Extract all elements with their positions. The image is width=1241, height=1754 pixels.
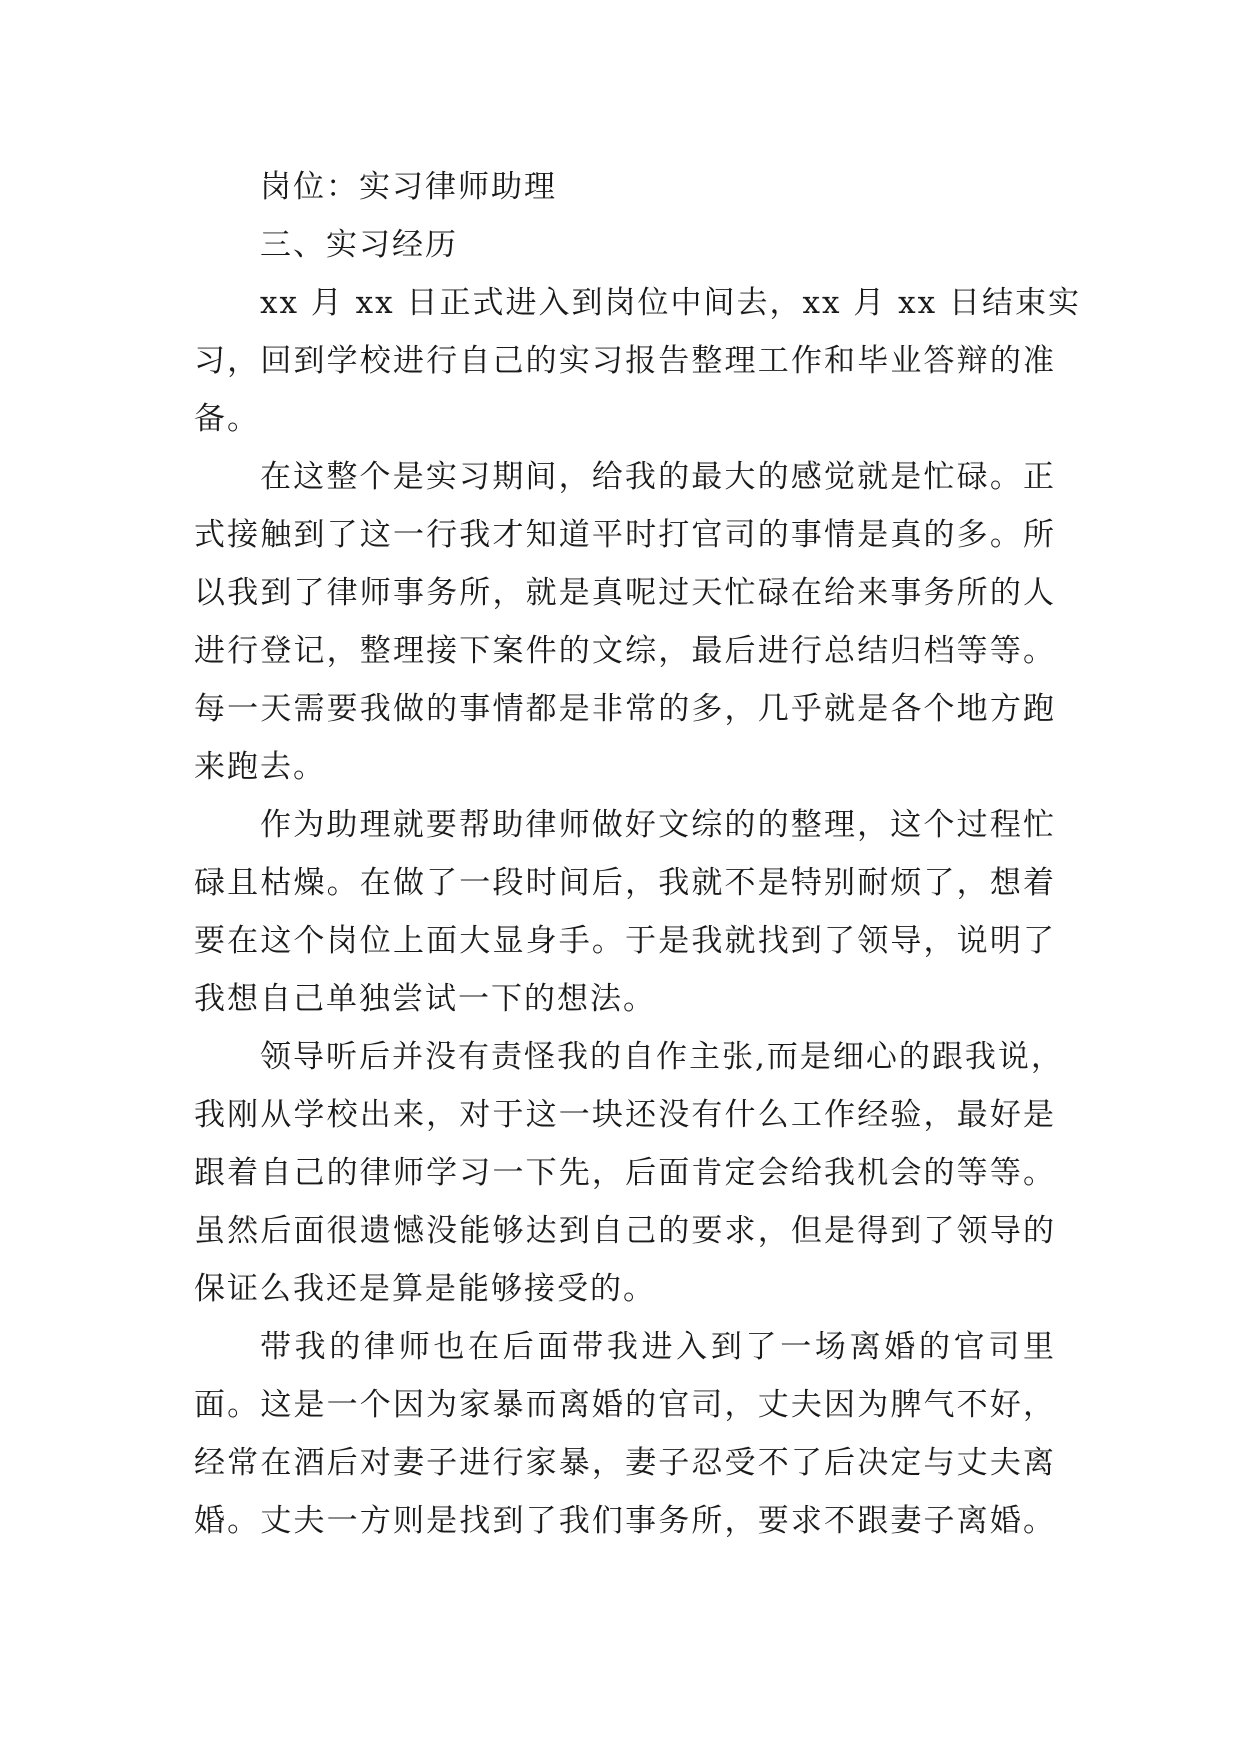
text-line: 虽然后面很遗憾没能够达到自己的要求，但是得到了领导的 [194, 1213, 1056, 1249]
document-body [194, 158, 1081, 1550]
text-line: 作为助理就要帮助律师做好文综的的整理，这个过程忙 [260, 807, 1056, 843]
text-line: 以我到了律师事务所，就是真呢过天忙碌在给来事务所的人 [194, 575, 1056, 611]
text-line: 经常在酒后对妻子进行家暴，妻子忍受不了后决定与丈夫离 [194, 1445, 1056, 1481]
text-line: 领导听后并没有责怪我的自作主张,而是细心的跟我说， [260, 1039, 1064, 1075]
text-line: 跟着自己的律师学习一下先，后面肯定会给我机会的等等。 [194, 1155, 1056, 1191]
position-line: 岗位：实习律师助理 [260, 169, 557, 205]
text-line: 婚。丈夫一方则是找到了我们事务所，要求不跟妻子离婚。 [194, 1503, 1056, 1539]
text-line: 我想自己单独尝试一下的想法。 [194, 981, 656, 1017]
text-line: 每一天需要我做的事情都是非常的多，几乎就是各个地方跑 [194, 691, 1056, 727]
text-line: 在这整个是实习期间，给我的最大的感觉就是忙碌。正 [260, 459, 1056, 495]
text-line: xx 月 xx 日正式进入到岗位中间去，xx 月 xx 日结束实 [260, 285, 1081, 321]
text-line: 碌且枯燥。在做了一段时间后，我就不是特别耐烦了，想着 [194, 865, 1056, 901]
text-line: 来跑去。 [194, 749, 326, 785]
text-line: 备。 [194, 401, 260, 437]
text-line: 面。这是一个因为家暴而离婚的官司，丈夫因为脾气不好， [194, 1387, 1056, 1423]
text-line: 习，回到学校进行自己的实习报告整理工作和毕业答辩的准 [194, 343, 1056, 379]
text-line: 保证么我还是算是能够接受的。 [194, 1271, 656, 1307]
text-line: 带我的律师也在后面带我进入到了一场离婚的官司里 [260, 1329, 1056, 1365]
section-heading: 三、实习经历 [260, 227, 458, 263]
text-line: 式接触到了这一行我才知道平时打官司的事情是真的多。所 [194, 517, 1056, 553]
text-line: 要在这个岗位上面大显身手。于是我就找到了领导，说明了 [194, 923, 1056, 959]
text-line: 我刚从学校出来，对于这一块还没有什么工作经验，最好是 [194, 1097, 1056, 1133]
text-line: 进行登记，整理接下案件的文综，最后进行总结归档等等。 [194, 633, 1056, 669]
